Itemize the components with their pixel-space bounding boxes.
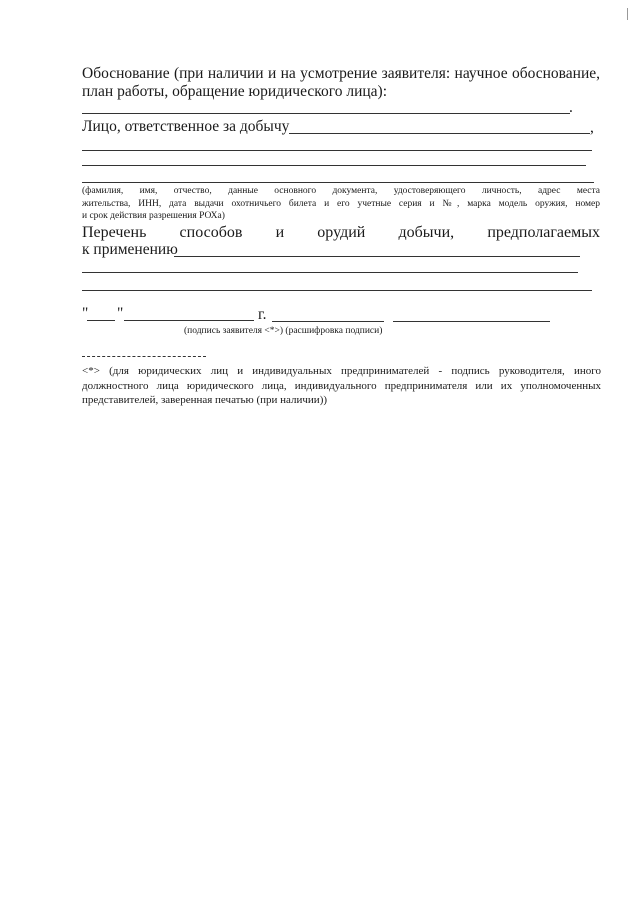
signature-line[interactable] <box>272 321 384 322</box>
justification-line-2: план работы, обращение юридического лица): <box>82 83 388 100</box>
justification-line-1: Обоснование (при наличии и на усмотрение заявителя: научное обоснование, <box>82 65 600 82</box>
signature-caption: (подпись заявителя <*>) (расшифровка подписи) <box>184 326 383 336</box>
footnote-separator <box>82 356 206 357</box>
date-year-suffix: г. <box>258 306 267 323</box>
footnote-text: <*> (для юридических лиц и индивидуальных предпринимателей - подпись руководителя, иного должностного лица юридического лица, индивидуального предпринимателя или их уполномоченных представителей, заверенная печатью (при наличии)) <box>82 365 601 407</box>
responsible-fill-line[interactable] <box>289 133 590 134</box>
methods-line-1: Перечень способов и орудий добычи, предполагаемых <box>82 224 600 241</box>
responsible-fill-line-3[interactable] <box>82 165 586 166</box>
methods-fill-line-3[interactable] <box>82 290 592 291</box>
responsible-end-mark: , <box>590 119 594 136</box>
responsible-fill-line-4[interactable] <box>82 182 594 183</box>
justification-fill-line[interactable] <box>82 113 570 114</box>
signature-decoding-line[interactable] <box>393 321 550 322</box>
responsible-fill-line-2[interactable] <box>82 150 592 151</box>
methods-line-2: к применению <box>82 241 178 258</box>
methods-fill-line-1[interactable] <box>174 256 580 257</box>
methods-fill-line-2[interactable] <box>82 272 578 273</box>
person-caption-line-2: жительства, ИНН, дата выдачи охотничьего билета и его учетные серия и №, марка модель оружия, номер <box>82 199 600 209</box>
date-quote-close: " <box>117 305 124 322</box>
date-quote-open: " <box>82 305 89 322</box>
date-day-line[interactable] <box>87 320 115 321</box>
person-caption-line-3: и срок действия разрешения РОХа) <box>82 211 225 221</box>
responsible-label: Лицо, ответственное за добычу <box>82 118 290 135</box>
scan-mark <box>627 8 628 20</box>
date-month-line[interactable] <box>124 320 254 321</box>
person-caption-line-1: (фамилия, имя, отчество, данные основного документа, удостоверяющего личность, адрес места <box>82 186 600 196</box>
justification-end-mark: . <box>569 99 573 116</box>
